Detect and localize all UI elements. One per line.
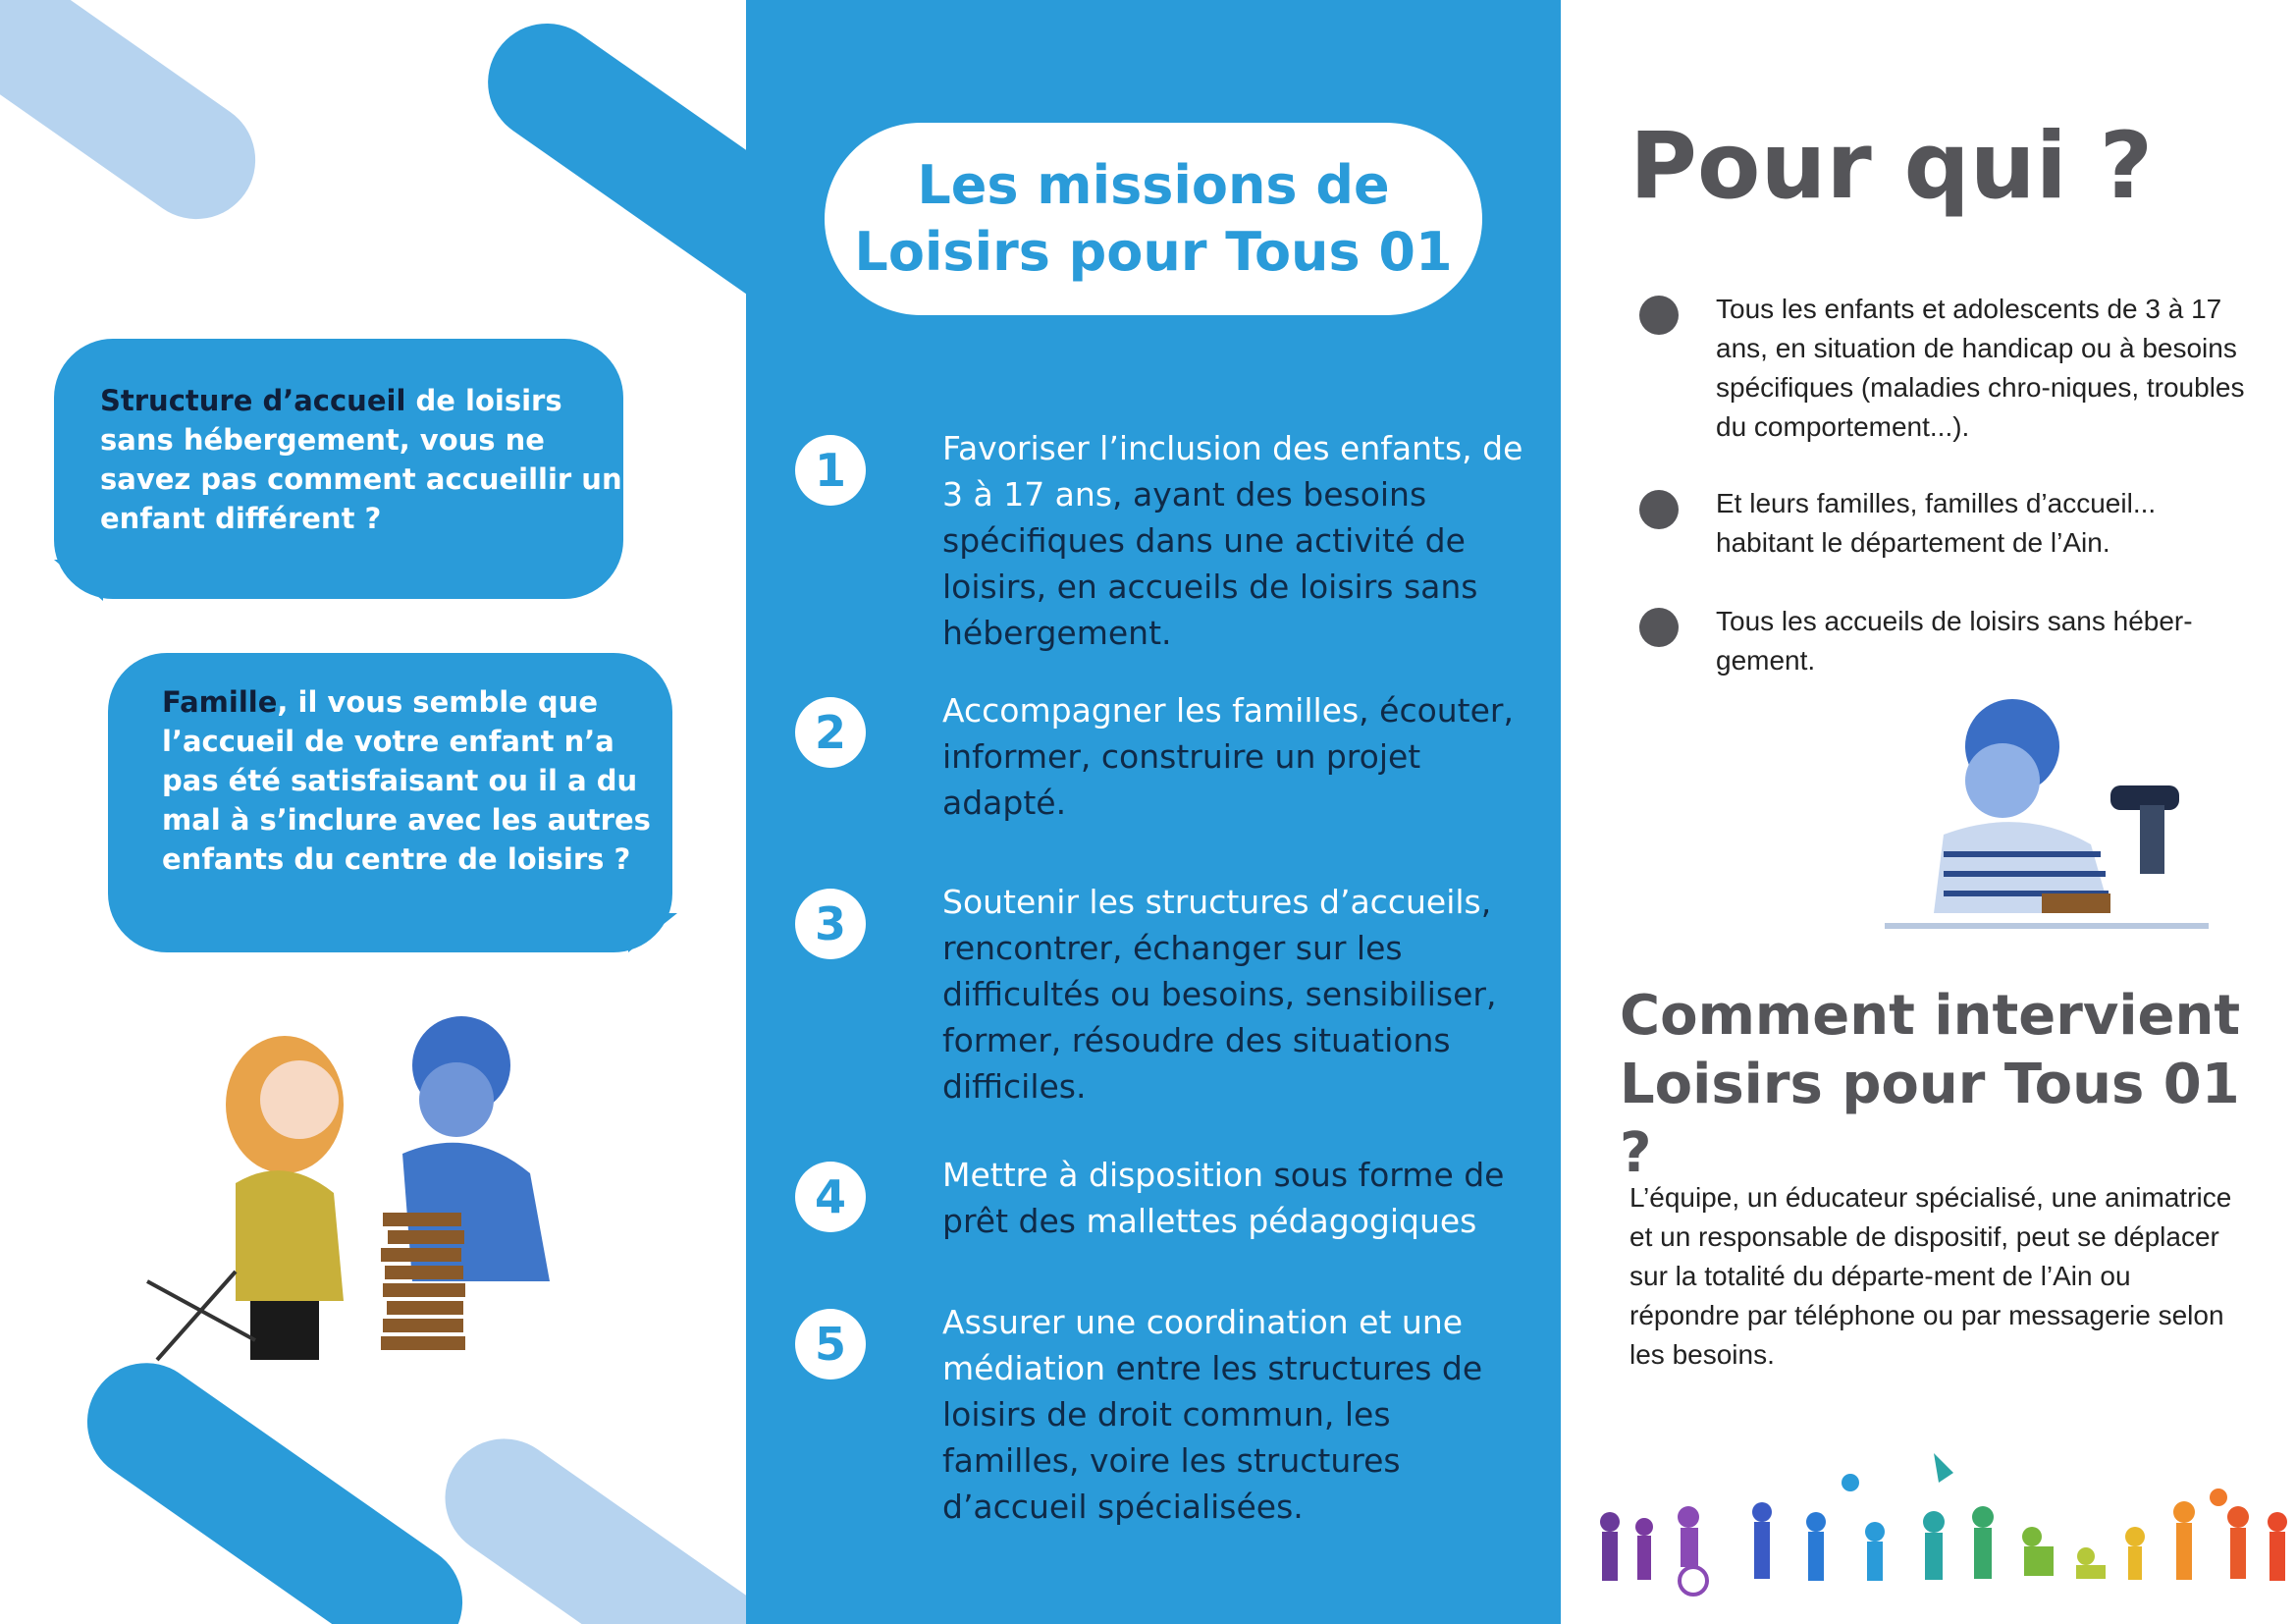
middle-panel bbox=[746, 0, 1561, 1624]
mission-text bbox=[942, 425, 1531, 656]
boy-playing-illustration bbox=[1855, 687, 2248, 952]
children-playing-illustration bbox=[137, 987, 687, 1399]
equipe-paragraph: L’équipe, un éducateur spécialisé, une animatrice et un responsable de dispositif, peut se déplacer sur la totalité du départe-ment de l’Ain ou répondre par téléphone ou par messagerie selon les besoins. bbox=[1629, 1182, 2232, 1370]
decor-pill-top-right bbox=[465, 0, 746, 333]
bullet-text: Et leurs familles, familles d’accueil... habitant le département de l’Ain. bbox=[1716, 488, 2157, 558]
bubble-highlight: Famille bbox=[162, 685, 278, 719]
mission-highlight: Soutenir les structures d’accueils bbox=[942, 883, 1481, 921]
missions-title-line1: Les missions de bbox=[917, 154, 1390, 216]
mission-number: 5 bbox=[795, 1309, 866, 1380]
bubble-tail bbox=[54, 560, 103, 601]
bubble-text: de loisirs sans hébergement, vous ne savez pas comment accueillir un enfant différent ? bbox=[100, 384, 622, 535]
comment-title-line2: Loisirs pour Tous 01 ? bbox=[1620, 1053, 2240, 1185]
bullet-text: Tous les enfants et adolescents de 3 à 17 ans, en situation de handicap ou à besoins spécifiques (maladies chro-niques, troubles du comportement...). bbox=[1716, 294, 2245, 442]
left-panel bbox=[0, 0, 746, 1624]
mission-text bbox=[942, 1152, 1531, 1244]
speech-bubble-famille bbox=[108, 653, 672, 952]
right-panel bbox=[1561, 0, 2296, 1624]
mission-number: 2 bbox=[795, 697, 866, 768]
mission-highlight-2: mallettes pédagogiques bbox=[1086, 1202, 1477, 1240]
decor-pill-bottom-right bbox=[422, 1416, 746, 1624]
mission-rest: , écouter, informer, construire un projet adapté. bbox=[942, 691, 1514, 822]
missions-title bbox=[854, 152, 1452, 286]
mission-number: 3 bbox=[795, 889, 866, 959]
mission-text bbox=[942, 1299, 1531, 1530]
mission-number: 4 bbox=[795, 1162, 866, 1232]
decor-pill-top-left bbox=[0, 0, 279, 243]
mission-rest: , rencontrer, échanger sur les difficultés ou besoins, sensibiliser, former, résoudre des situations difficiles. bbox=[942, 883, 1497, 1106]
mission-number: 1 bbox=[795, 435, 866, 506]
children-silhouettes-banner bbox=[1590, 1443, 2296, 1600]
comment-intervient-title bbox=[1620, 982, 2287, 1188]
bubble-tail bbox=[628, 913, 677, 952]
mission-rest: entre les structures de loisirs de droit commun, les familles, voire les structures d’accueil spécialisées. bbox=[942, 1349, 1483, 1526]
mission-rest: , ayant des besoins spécifiques dans une activité de loisirs, en accueils de loisirs sans hébergement. bbox=[942, 475, 1478, 652]
bubble-text: , il vous semble que l’accueil de votre enfant n’a pas été satisfaisant ou il a du mal à s’inclure avec les autres enfants du centre de loisirs ? bbox=[162, 685, 651, 876]
missions-title-box bbox=[825, 123, 1482, 315]
comment-title-line1: Comment intervient bbox=[1620, 984, 2241, 1048]
bullet-dot-icon bbox=[1639, 608, 1679, 647]
speech-bubble-structure bbox=[54, 339, 623, 599]
bullet-dot-icon bbox=[1639, 296, 1679, 335]
mission-highlight: Favoriser l’inclusion des enfants, de 3 à 17 ans bbox=[942, 429, 1523, 514]
bullet-text: Tous les accueils de loisirs sans héber-gement. bbox=[1716, 606, 2193, 676]
mission-text bbox=[942, 687, 1531, 826]
mission-rest: sous forme de prêt des bbox=[942, 1156, 1505, 1240]
mission-highlight: Mettre à disposition bbox=[942, 1156, 1264, 1194]
bubble-highlight: Structure d’accueil bbox=[100, 384, 406, 417]
mission-text bbox=[942, 879, 1531, 1110]
mission-highlight: Accompagner les familles bbox=[942, 691, 1360, 730]
missions-title-line2: Loisirs pour Tous 01 bbox=[854, 221, 1453, 283]
pour-qui-title: Pour qui ? bbox=[1629, 113, 2154, 220]
mission-highlight: Assurer une coordination et une médiation bbox=[942, 1303, 1464, 1387]
bullet-dot-icon bbox=[1639, 490, 1679, 529]
